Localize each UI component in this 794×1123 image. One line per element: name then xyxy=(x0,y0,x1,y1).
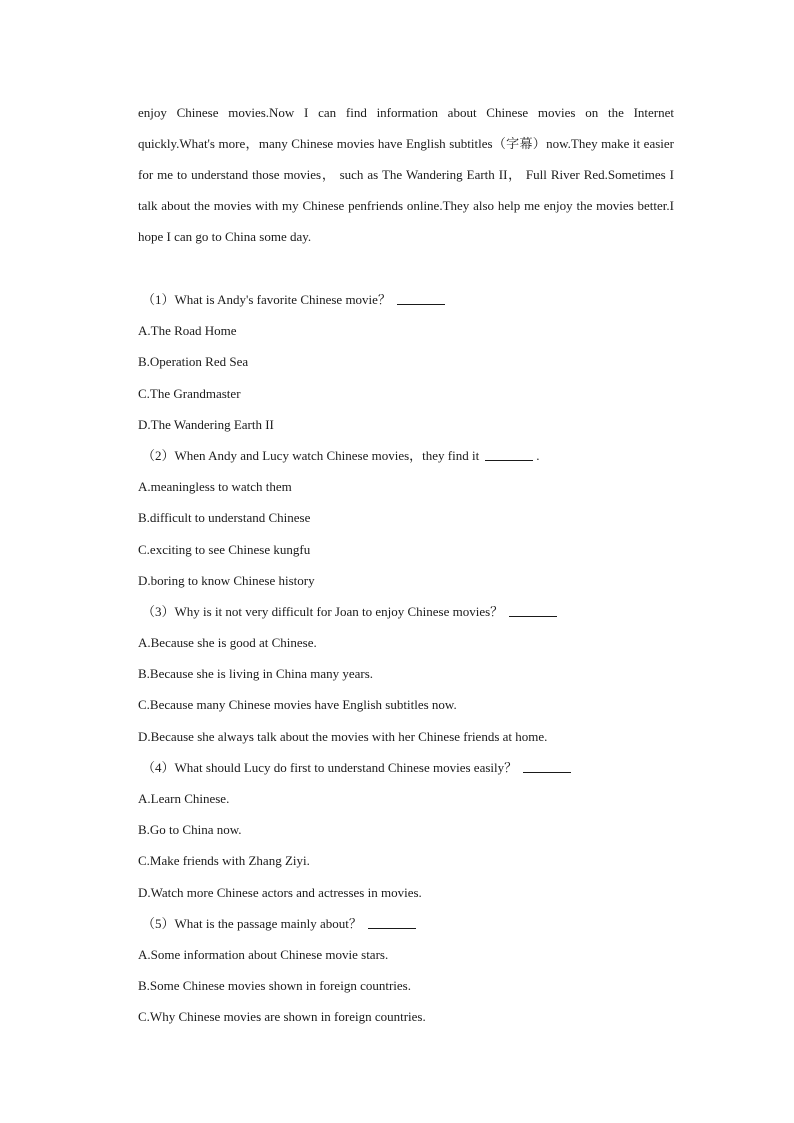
question-text: （2）When Andy and Lucy watch Chinese movies，they find it xyxy=(142,447,480,463)
answer-blank[interactable] xyxy=(368,916,416,929)
answer-option[interactable]: D.boring to know Chinese history xyxy=(138,572,315,588)
answer-option[interactable]: A.The Road Home xyxy=(138,323,237,339)
answer-option[interactable]: B.Go to China now. xyxy=(138,822,242,838)
answer-option[interactable]: A.meaningless to watch them xyxy=(138,479,292,495)
question-suffix: . xyxy=(536,447,540,463)
answer-option[interactable]: B.Some Chinese movies shown in foreign countries. xyxy=(138,978,411,994)
question-text: （4）What should Lucy do first to understand Chinese movies easily？ xyxy=(142,759,518,775)
answer-option[interactable]: B.Operation Red Sea xyxy=(138,354,249,370)
question-stem xyxy=(138,596,698,627)
answer-blank[interactable] xyxy=(485,448,533,461)
question-stem xyxy=(138,908,698,939)
answer-option[interactable]: A.Learn Chinese. xyxy=(138,791,230,806)
answer-option[interactable]: B.Because she is living in China many years. xyxy=(138,666,374,682)
question-stem xyxy=(138,752,698,783)
answer-blank[interactable] xyxy=(523,760,571,773)
answer-option[interactable]: C.Make friends with Zhang Ziyi. xyxy=(138,853,310,869)
answer-option[interactable]: C.Because many Chinese movies have English subtitles now. xyxy=(138,697,457,713)
answer-option[interactable]: B.difficult to understand Chinese xyxy=(138,510,311,526)
answer-option[interactable]: D.The Wandering Earth II xyxy=(138,416,274,432)
answer-blank[interactable] xyxy=(509,604,557,617)
passage-paragraph: enjoy Chinese movies.Now I can find information about Chinese movies on the Internet quickly.What's more，many Chinese movies have English subtitles（字幕）now.They make it easier for me to understand those movies， such as The Wandering Earth II， Full River Red.Sometimes I talk about the movies with my Chinese penfriends online.They also help me enjoy the movies better.I hope I can go to China some day. xyxy=(138,105,674,244)
question-stem xyxy=(138,440,698,471)
answer-option[interactable]: C.exciting to see Chinese kungfu xyxy=(138,541,311,557)
question-text: （3）Why is it not very difficult for Joan to enjoy Chinese movies？ xyxy=(142,603,504,619)
answer-option[interactable]: C.The Grandmaster xyxy=(138,385,241,401)
answer-option[interactable]: D.Because she always talk about the movies with her Chinese friends at home. xyxy=(138,728,548,744)
answer-blank[interactable] xyxy=(397,292,445,305)
question-text: （1）What is Andy's favorite Chinese movie？ xyxy=(142,292,391,307)
answer-option[interactable]: C.Why Chinese movies are shown in foreign countries. xyxy=(138,1009,426,1025)
question-text: （5）What is the passage mainly about？ xyxy=(142,915,362,931)
question-stem xyxy=(138,284,698,315)
question-list xyxy=(138,284,698,1033)
answer-option[interactable]: D.Watch more Chinese actors and actresses in movies. xyxy=(138,884,422,900)
answer-option[interactable]: A.Some information about Chinese movie stars. xyxy=(138,946,389,962)
answer-option[interactable]: A.Because she is good at Chinese. xyxy=(138,635,317,651)
